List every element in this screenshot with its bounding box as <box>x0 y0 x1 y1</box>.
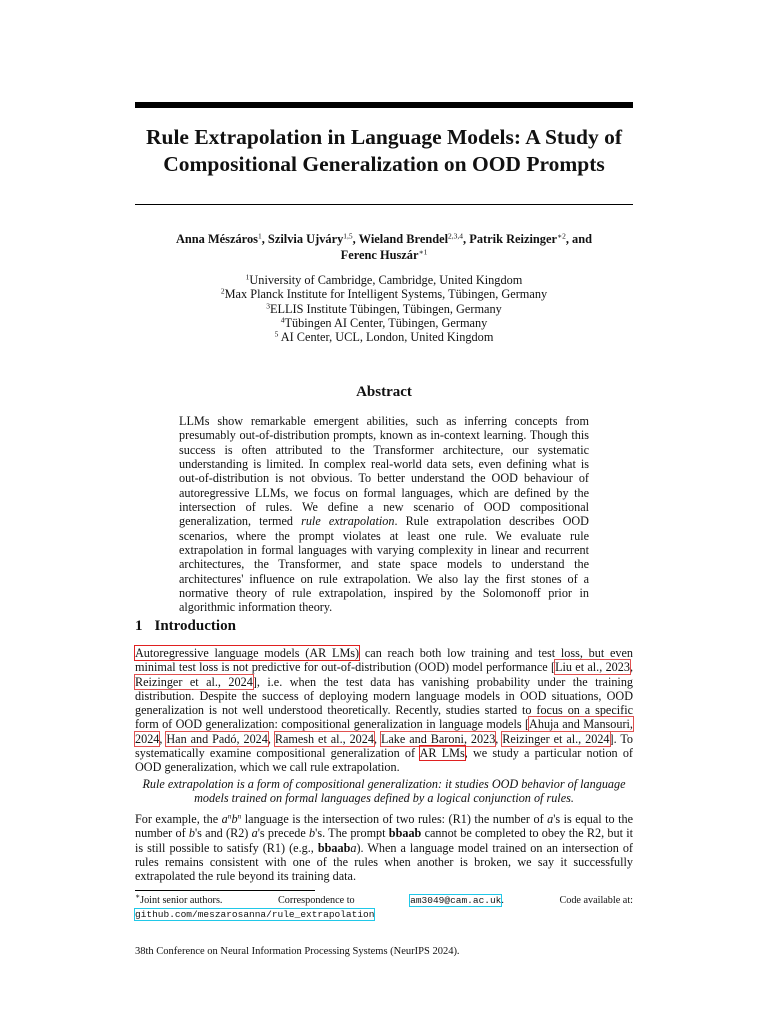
math-var: b <box>309 826 316 841</box>
body-text: , <box>267 731 275 746</box>
abstract-body <box>179 414 589 615</box>
body-text: 's is equal to the number of <box>135 812 633 841</box>
math-exponent: n <box>227 811 232 821</box>
affil-mark: 3 <box>266 301 270 311</box>
footnote-text: Joint senior authors. <box>140 895 223 906</box>
citation-link[interactable]: Reizinger et al., 2024 <box>135 674 253 689</box>
affiliation-line <box>135 316 633 330</box>
footnote-line <box>135 891 633 908</box>
affil-text: ELLIS Institute Tübingen, Tübingen, Germany <box>269 301 502 316</box>
citation-link[interactable]: Liu et al., 2023 <box>555 660 630 675</box>
footnote-joint <box>135 891 223 908</box>
affiliations <box>135 273 633 344</box>
citation-link[interactable]: Ahuja and Mansouri, 2024 <box>135 717 633 746</box>
author-name: Szilvia Ujváry <box>267 232 344 246</box>
email-link[interactable]: am3049@cam.ac.uk <box>410 895 502 906</box>
body-text: can reach both low training and test loss, but even minimal test loss is not predictive for out-of-distribution (OOD) model performance [ <box>135 646 634 675</box>
body-text: , <box>373 731 381 746</box>
affiliation-line <box>135 302 633 316</box>
abstract-text: LLMs show remarkable emergent abilities, such as inferring concepts from presumably out-of-distribution prompts, known as in-context learning. Though this success is often attributed to the Transformer architecture, our systematic understanding is limited. In complex real-world data sets, even defining what is out-of-distribution is not obvious. To better understand the OOD behaviour of autoregressive LLMs, we focus on formal languages, which are defined by the intersection of rules. We define a new scenario of OOD compositional generalization, termed <box>179 414 589 529</box>
intro-paragraph <box>135 646 633 775</box>
math-exponent: n <box>237 811 242 821</box>
author-list: Anna Mészáros$^1$, Szilvia Ujváry$^{1,5}$, Wieland Brendel$^{2,3,4}$, Patrik Reizinger$^{∗2}$, and Ferenc Huszár$^{∗1}$ <box>175 231 593 262</box>
citation-link[interactable]: Ramesh et al., 2024 <box>274 731 374 746</box>
body-text: cannot be completed to obey the R2, but it is still possible to satisfy (R1) (e.g., <box>135 826 633 855</box>
affil-text: University of Cambridge, Cambridge, United Kingdom <box>249 273 523 287</box>
author-affil-mark: ∗2 <box>557 231 566 241</box>
affil-mark: 5 <box>274 329 279 339</box>
author-name: Patrik Reizinger <box>469 232 557 246</box>
author-affil-mark: 1 <box>257 231 262 241</box>
math-var: b <box>188 826 195 841</box>
paper-title <box>120 124 648 178</box>
abstract-text: . Rule extrapolation describes OOD scenarios, where the prompt violates at least one rule. We evaluate rule extrapolation in formal languages with varying complexity in linear and recurrent architectures, the Transformer, and state space models to understand the architectures' influence on rule extrapolation. We also lay the first stones of a normative theory of rule extrapolation, inspired by the Solomonoff prior in algorithmic information theory. <box>179 514 589 615</box>
affiliation-line <box>135 273 633 287</box>
footnote-email-wrap <box>410 894 504 908</box>
body-text: , we study a particular notion of OOD generalization, which we call rule extrapolation. <box>135 746 633 775</box>
body-text: 's. The prompt <box>315 826 389 841</box>
section-heading <box>135 618 236 635</box>
abstract-heading: Abstract <box>356 384 412 400</box>
footnote-mark: ∗ <box>135 891 141 901</box>
title-line-2: Compositional Generalization on OOD Prompts <box>163 152 605 176</box>
title-rule <box>135 204 633 205</box>
author-name: Anna Mészáros <box>175 232 258 246</box>
affil-mark: 1 <box>245 272 250 282</box>
affil-mark: 2 <box>220 286 225 296</box>
footnote-rule <box>135 890 315 891</box>
body-text: ], i.e. when the test data has vanishing probability under the training distribution. Despite the success of deploying modern language models in OOD situations, OOD generalization is not well understood theoretically. Recently, studies started to focus on a specific form of OOD generalization: compositional generalization in language models [ <box>135 674 634 732</box>
example-paragraph <box>135 812 633 883</box>
title-line-1: Rule Extrapolation in Language Models: A Study of <box>145 125 623 149</box>
affil-text: AI Center, UCL, London, United Kingdom <box>278 330 494 345</box>
prompt-string: bbaab <box>388 826 422 841</box>
completion-token: a <box>350 840 357 855</box>
footnote-text: Correspondence to <box>277 895 355 906</box>
body-text: , <box>629 660 633 675</box>
author-affil-mark: 1,5 <box>343 231 353 241</box>
code-url-link[interactable]: github.com/meszarosanna/rule_extrapolation <box>135 909 375 920</box>
section-title: Introduction <box>154 618 236 634</box>
affil-text: Max Planck Institute for Intelligent Systems, Tübingen, Germany <box>224 287 548 302</box>
venue-note: 38th Conference on Neural Information Processing Systems (NeurIPS 2024). <box>135 946 460 957</box>
acronym-link[interactable]: Autoregressive language models (AR LMs) <box>135 646 360 660</box>
body-text: 's precede <box>257 826 310 841</box>
footnote <box>135 891 633 922</box>
body-text: , <box>159 731 167 746</box>
footnote-line <box>135 908 633 922</box>
body-text: language is the intersection of two rules: (R1) the number of <box>241 812 548 826</box>
author-conjunction: , and <box>565 232 593 246</box>
math-var: b <box>231 812 238 826</box>
citation-link[interactable]: Han and Padó, 2024 <box>166 731 268 746</box>
body-text: ]. To systematically examine compositional generalization of <box>135 731 634 761</box>
acronym-link[interactable]: AR LMs <box>419 746 465 761</box>
prompt-string: bbaab <box>317 840 351 855</box>
footnote-text: . <box>501 895 504 906</box>
body-text: ). When a language model trained on an intersection of rules remains consistent with one of the rules when another is broken, we say it successfully extrapolated the rule beyond its training data. <box>135 840 633 884</box>
affiliation-line <box>135 330 633 344</box>
affiliation-line <box>135 287 633 301</box>
math-var: a <box>547 812 554 826</box>
author-affil-mark: 2,3,4 <box>448 231 464 241</box>
author-affil-mark: ∗1 <box>418 247 428 257</box>
author-name: Wieland Brendel <box>358 232 449 246</box>
section-number: 1 <box>135 618 143 634</box>
author-name: Ferenc Huszár <box>340 248 419 262</box>
affil-text: Tübingen AI Center, Tübingen, Germany <box>284 315 488 330</box>
top-rule <box>135 102 633 108</box>
body-text: For example, the <box>135 812 222 826</box>
italic-statement: Rule extrapolation is a form of compositional generalization: it studies OOD behavior of language models trained on formal languages defined by a logical conjunction of rules. <box>142 777 626 806</box>
abstract-emphasis: rule extrapolation <box>301 514 395 529</box>
citation-link[interactable]: Reizinger et al., 2024 <box>502 731 610 746</box>
affil-mark: 4 <box>280 315 285 325</box>
footnote-text: Code available at: <box>559 895 633 906</box>
body-text: 's and (R2) <box>194 826 252 841</box>
math-var: a <box>221 812 228 826</box>
body-text: , <box>495 731 503 746</box>
citation-link[interactable]: Lake and Baroni, 2023 <box>380 731 496 746</box>
math-var: a <box>251 826 258 841</box>
